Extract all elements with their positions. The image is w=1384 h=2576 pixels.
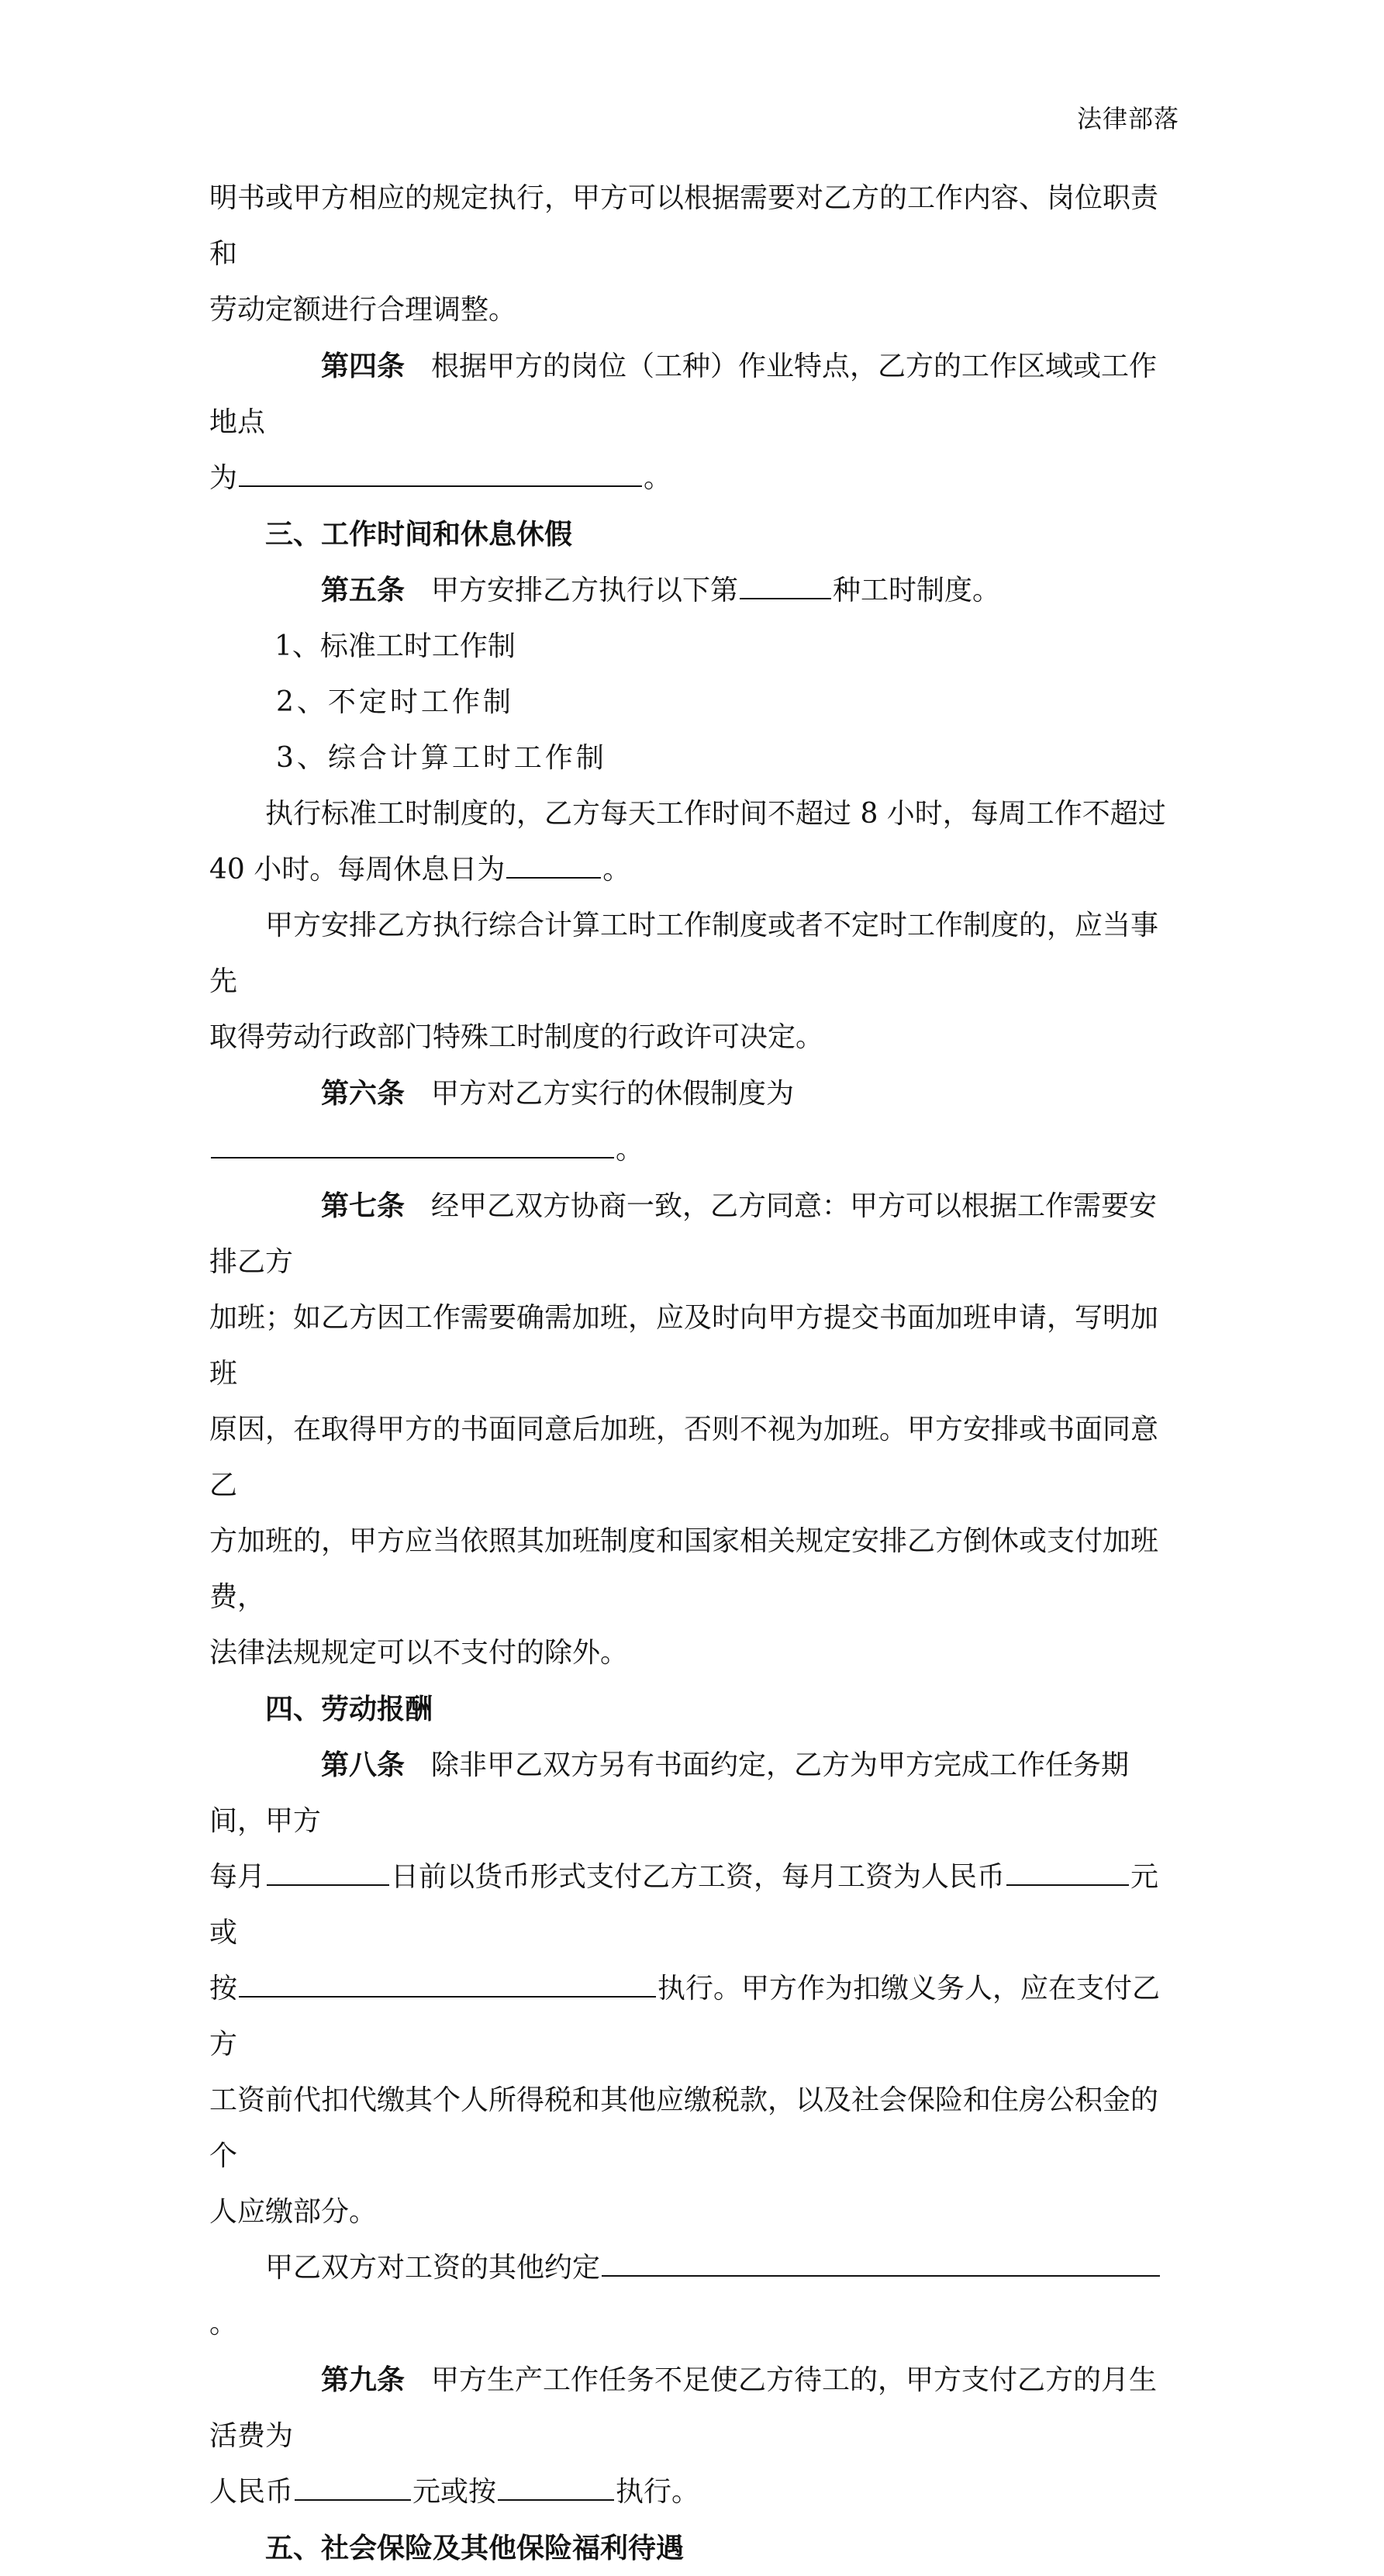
article-title: 第六条 (321, 1077, 406, 1110)
text: 40 小时。每周休息日为 (209, 854, 506, 886)
fill-blank[interactable] (498, 2465, 614, 2501)
article-4 (209, 338, 1179, 451)
paragraph-line: 工资前代扣代缴其个人所得税和其他应缴税款，以及社会保险和住房公积金的个 (209, 2084, 1159, 2172)
paragraph-line (209, 1849, 1179, 1961)
fill-blank[interactable] (740, 564, 831, 599)
text: 甲方生产工作任务不足使乙方待工的，甲方支付乙方的月生活费为 (209, 2364, 1158, 2452)
article-title: 第七条 (321, 1190, 406, 1222)
paragraph-line: 法律法规规定可以不支付的除外。 (209, 1637, 629, 1669)
paragraph-line: 执行标准工时制度的，乙方每天工作时间不超过 8 小时，每周工作不超过 (265, 798, 1166, 830)
text: 元或 (209, 1861, 1159, 1949)
article-7 (209, 1178, 1179, 1290)
paragraph-line: 方加班的，甲方应当依照其加班制度和国家相关规定安排乙方倒休或支付加班费， (209, 1525, 1159, 1613)
article-6 (209, 1065, 1179, 1178)
text: 日前以货币形式支付乙方工资，每月工资为人民币 (391, 1861, 1006, 1893)
text: 每月 (209, 1861, 266, 1893)
section-heading: 四、劳动报酬 (265, 1693, 433, 1725)
text: 经甲乙双方协商一致，乙方同意：甲方可以根据工作需要安排乙方 (209, 1190, 1158, 1278)
section-heading: 五、社会保险及其他保险福利待遇 (265, 2532, 685, 2564)
article-text: 根据甲方的岗位（工种）作业特点，乙方的工作区域或工作地点 (209, 350, 1158, 438)
paragraph-line: 加班；如乙方因工作需要确需加班，应及时向甲方提交书面加班申请，写明加班 (209, 1302, 1159, 1390)
article-title: 第五条 (321, 574, 406, 606)
text: 甲方安排乙方执行以下第 (431, 575, 739, 606)
paragraph-line: 明书或甲方相应的规定执行，甲方可以根据需要对乙方的工作内容、岗位职责和 (209, 182, 1159, 270)
document-body (209, 171, 1179, 2576)
paragraph-line: 取得劳动行政部门特殊工时制度的行政许可决定。 (209, 1021, 824, 1053)
text: 种工时制度。 (833, 575, 1001, 606)
fill-blank[interactable] (239, 1962, 656, 1998)
text: 。 (616, 1134, 644, 1165)
text: 。 (602, 854, 631, 886)
paragraph-line (209, 2464, 1179, 2520)
fill-blank[interactable] (267, 1850, 389, 1886)
text: 。 (644, 462, 672, 494)
text: 除非甲乙双方另有书面约定，乙方为甲方完成工作任务期间，甲方 (209, 1749, 1130, 1837)
article-title: 第四条 (321, 350, 406, 382)
fill-blank[interactable] (602, 2241, 1160, 2277)
text: 人民币 (209, 2476, 294, 2508)
list-item: 3、综合计算工时工作制 (276, 742, 607, 774)
fill-blank[interactable] (211, 1123, 614, 1159)
text: 执行。甲方作为扣缴义务人，应在支付乙方 (209, 1973, 1161, 2060)
paragraph-line (209, 2240, 1179, 2352)
paragraph-line: 人应缴部分。 (209, 2196, 378, 2228)
fill-blank[interactable] (506, 843, 601, 879)
list-item: 2、不定时工作制 (276, 686, 514, 718)
paragraph-line: 原因，在取得甲方的书面同意后加班，否则不视为加班。甲方安排或书面同意乙 (209, 1414, 1159, 1501)
article-8 (209, 1737, 1179, 1849)
text: 元或按 (412, 2476, 497, 2508)
fill-blank[interactable] (1006, 1850, 1129, 1886)
text: 为 (209, 462, 238, 494)
paragraph-line (209, 842, 1179, 898)
page-header: 法律部落 (1076, 104, 1179, 133)
text: 。 (209, 2308, 238, 2339)
article-4-cont (209, 451, 1179, 506)
list-item: 1、标准工时工作制 (274, 630, 516, 662)
text: 甲方对乙方实行的休假制度为 (431, 1078, 795, 1110)
text: 执行。 (616, 2476, 700, 2508)
fill-blank[interactable] (295, 2465, 411, 2501)
article-5 (209, 562, 1179, 619)
text: 按 (209, 1973, 238, 2005)
paragraph-line (209, 1961, 1179, 2073)
text: 甲乙双方对工资的其他约定 (265, 2252, 601, 2284)
article-title: 第九条 (321, 2364, 406, 2396)
section-heading: 三、工作时间和休息休假 (265, 518, 573, 551)
article-9 (209, 2352, 1179, 2464)
fill-blank[interactable] (239, 451, 642, 487)
article-title: 第八条 (321, 1749, 406, 1781)
paragraph-line: 甲方安排乙方执行综合计算工时工作制度或者不定时工作制度的，应当事先 (209, 910, 1159, 997)
paragraph-line: 劳动定额进行合理调整。 (209, 294, 517, 326)
